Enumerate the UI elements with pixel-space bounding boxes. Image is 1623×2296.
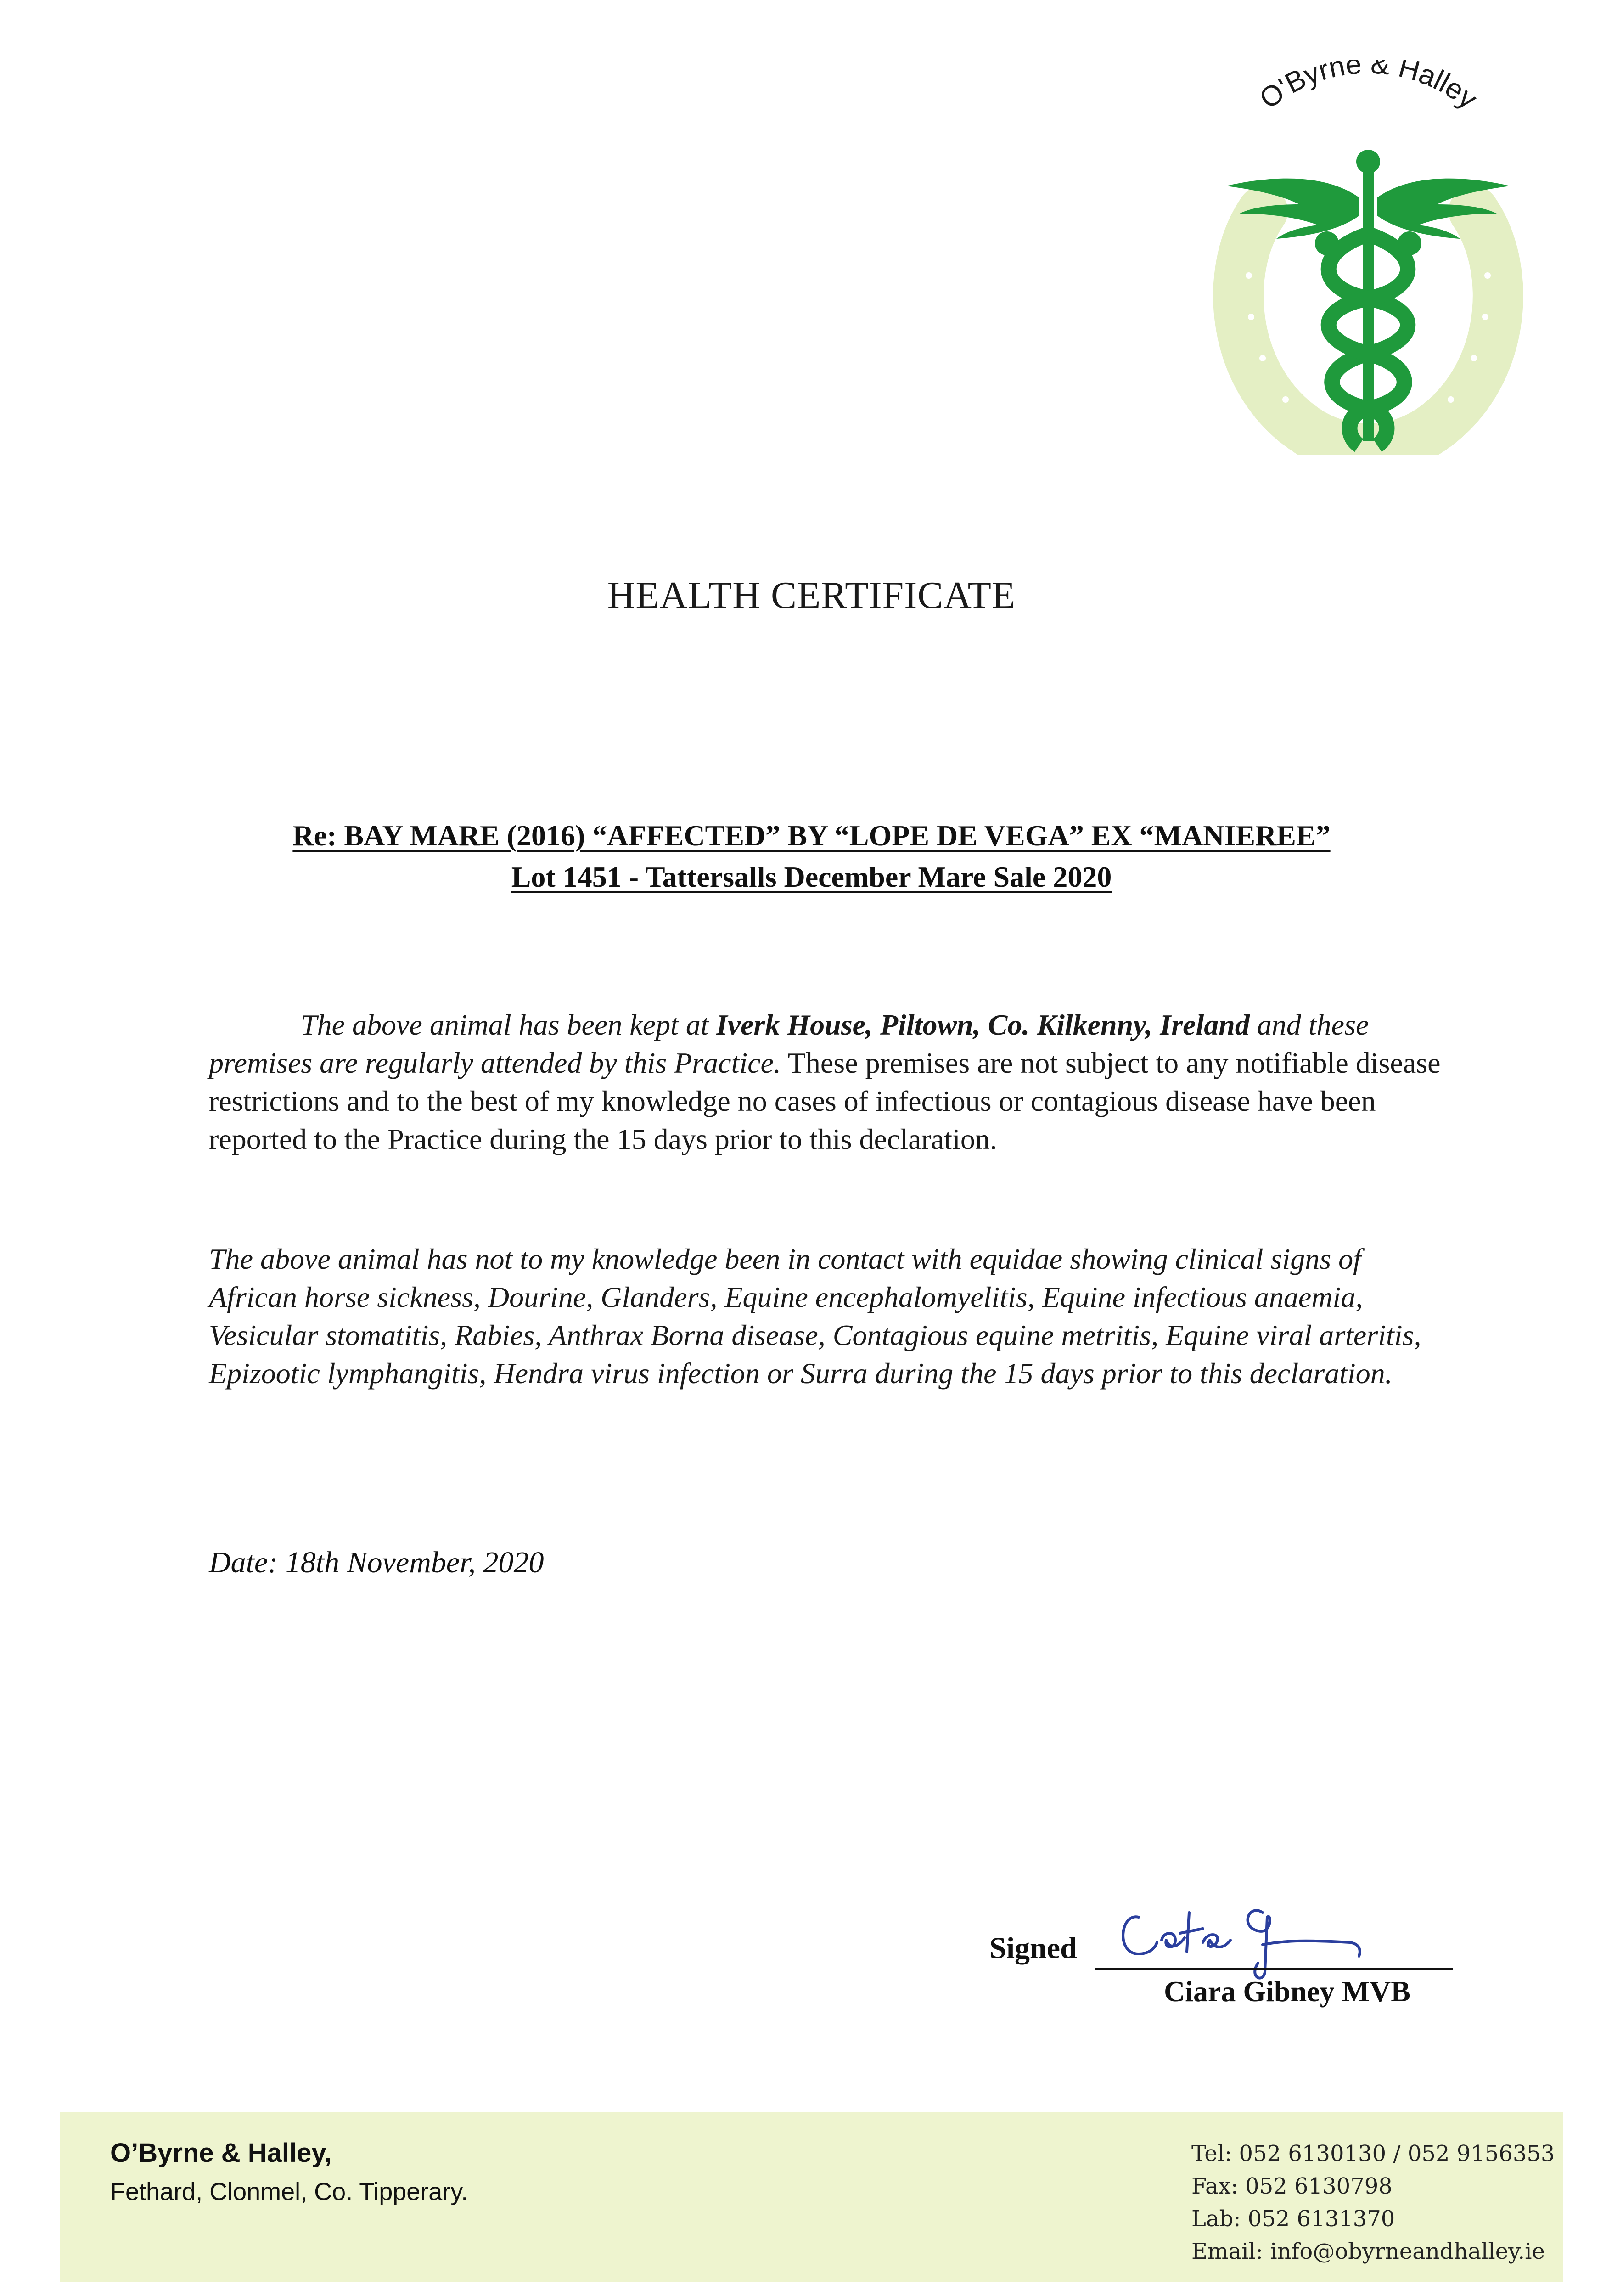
subject-heading [0,815,1623,898]
footer-band [60,2112,1563,2282]
signed-label: Signed [989,1931,1077,1965]
footer-contacts [1191,2138,1555,2268]
practice-logo [1194,60,1543,455]
para1-italic-tail: and these premises are regularly attended by this Practice. [209,1008,1369,1079]
paragraph-premises [209,1006,1449,1158]
footer-tel: Tel: 052 6130130 / 052 9156353 [1191,2141,1555,2167]
handwritten-signature [1111,1885,1442,1986]
paragraph-disease-contact: The above animal has not to my knowledge been in contact with equidae showing clinical signs of African horse sickness, Dourine, Glanders, Equine encephalomyelitis, Equine infectious anaemia, Vesicular stomatitis, Rabies, Anthrax Borna disease, Contagious equine metritis, Equine viral arteritis, Epizootic lymphangitis, Hendra virus infection or Surra during the 15 days prior to this declaration. [209,1243,1421,1390]
signature-line [1095,1968,1453,1970]
subject-line-1: Re: BAY MARE (2016) “AFFECTED” BY “LOPE DE VEGA” EX “MANIEREE” [292,819,1331,852]
logo-text: O'Byrne & Halley [1253,60,1483,115]
page-title: HEALTH CERTIFICATE [607,574,1016,617]
para1-lead: The above animal has been kept at [301,1008,716,1041]
footer-address: Fethard, Clonmel, Co. Tipperary. [110,2178,468,2206]
signer-name: Ciara Gibney MVB [1164,1975,1410,2008]
footer-lab: Lab: 052 6131370 [1191,2206,1395,2232]
footer-fax: Fax: 052 6130798 [1191,2173,1393,2199]
declaration-date: Date: 18th November, 2020 [209,1546,544,1579]
footer-email: Email: info@obyrneandhalley.ie [1191,2239,1545,2264]
footer-practice-name: O’Byrne & Halley, [110,2138,332,2168]
subject-line-2: Lot 1451 - Tattersalls December Mare Sale 2020 [511,861,1112,893]
para1-rest: These premises are not subject to any notifiable disease restrictions and to the best of my knowledge no cases of infectious or contagious disease have been reported to the Practice during the 15 days prior to this declaration. [209,1047,1441,1155]
para1-location: Iverk House, Piltown, Co. Kilkenny, Ireland [716,1008,1250,1041]
caduceus-horseshoe-icon [1194,60,1543,455]
